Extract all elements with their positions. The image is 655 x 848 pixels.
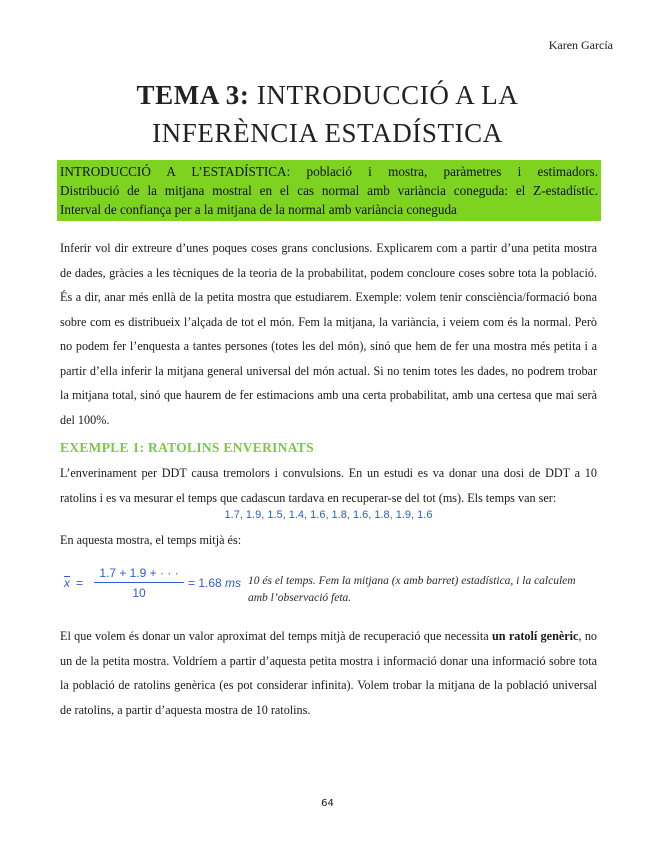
formula-note: 10 és el temps. Fem la mitjana (x amb barret) estadística, i la calculem amb l’observació feta. [248, 575, 576, 604]
title-line2: INFERÈNCIA ESTADÍSTICA [152, 118, 503, 148]
example-text-3 [60, 624, 597, 722]
formula-unit: ms [225, 576, 242, 590]
example-heading: EXEMPLE 1: RATOLINS ENVERINATS [60, 440, 314, 455]
example-text-1: L’enverinament per DDT causa tremolors i convulsions. En un estudi es va donar una dosi de DDT a 10 ratolins i es va mesurar el temps que cadascun tardava en recuperar-se del tot (ms). Els temps van ser: [60, 466, 597, 505]
page-title [60, 76, 595, 152]
banner-line-1: INTRODUCCIÓ A L’ESTADÍSTICA: població i mostra, paràmetres i estimadors. [60, 164, 598, 179]
title-line1: INTRODUCCIÓ A LA [256, 80, 519, 110]
topic-banner [57, 160, 601, 221]
formula-numerator: 1.7 + 1.9 + · · · [94, 566, 184, 583]
example-text-3a: El que volem és donar un valor aproximat del temps mitjà de recuperació que necessita [60, 629, 492, 643]
example-text-3b: , no un de la petita mostra. Voldríem a partir d’aquesta petita mostra i informació donar una informació sobre tota la població de ratolins genèrica (es pot considerar infinita). Volem trobar la mitjana de la població universal de ratolins, a partir d’aquesta mostra de 10 ratolins. [60, 629, 598, 717]
formula-result [188, 576, 241, 590]
formula-fraction [94, 566, 184, 600]
sample-data: 1.7, 1.9, 1.5, 1.4, 1.6, 1.8, 1.6, 1.8, 1.9, 1.6 [224, 509, 433, 521]
formula-result-value: = 1.68 [188, 576, 222, 590]
title-bold: TEMA 3: [136, 80, 250, 110]
page-number: 64 [321, 798, 334, 809]
author-name: Karen García [548, 38, 613, 52]
intro-paragraph: Inferir vol dir extreure d’unes poques coses grans conclusions. Explicarem com a partir d’una petita mostra de dades, gràcies a les tècniques de la teoria de la probabilitat, podem concloure coses sobre tota la població. És a dir, anar més enllà de la petita mostra que estudiarem. Exemple: volem tenir consciència/formació bona sobre com es distribueix l’alçada de tot el món. Fem la mitjana, la variància, i veiem com és la normal. Però no podem fer l’enquesta a tantes persones (totes les del món), sinó que hem de fer una mostra més petita i a partir d’ella inferir la mitjana general universal del món actual. Si no tenim totes les dades, no podrem trobar la mitjana total, sinó que haurem de fer estimacions amb una certa probabilitat, amb una certesa que mai serà del 100%. [60, 241, 597, 427]
example-text-3-bold: un ratolí genèric [491, 629, 579, 643]
banner-line-3: Interval de confiança per a la mitjana de la normal amb variància coneguda [60, 202, 457, 217]
banner-line-2: Distribució de la mitjana mostral en el cas normal amb variància coneguda: el Z-estadístic. [60, 183, 598, 198]
example-text-2: En aquesta mostra, el temps mitjà és: [60, 533, 242, 547]
formula-denominator: 10 [132, 586, 146, 600]
formula-equals: = [76, 576, 84, 590]
mean-formula [64, 566, 244, 606]
formula-xbar: x [64, 576, 70, 590]
